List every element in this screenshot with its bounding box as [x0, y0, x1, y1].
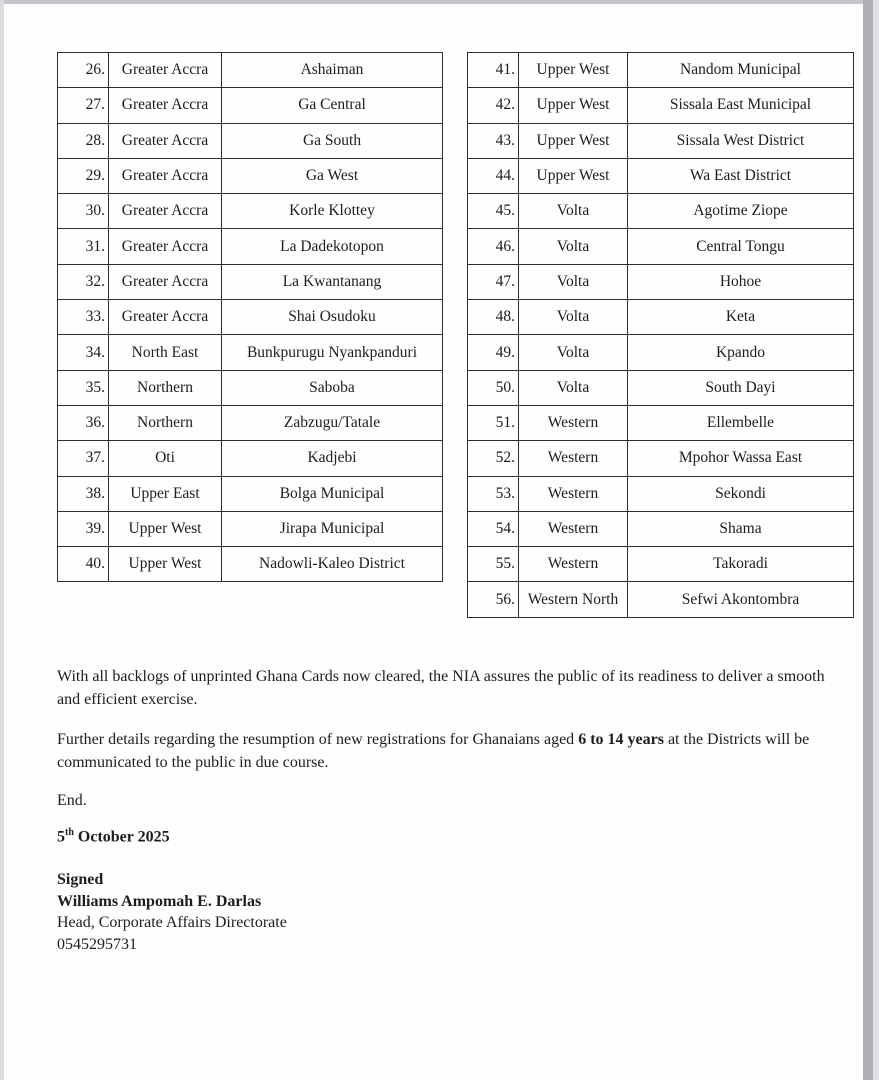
table-row — [468, 194, 854, 229]
district-cell: South Dayi — [628, 370, 854, 405]
table-row — [58, 370, 443, 405]
region-cell: Northern — [109, 405, 222, 440]
region-cell: Western — [519, 441, 628, 476]
district-cell: Zabzugu/Tatale — [222, 405, 443, 440]
table-row — [468, 88, 854, 123]
row-number-cell: 33. — [58, 300, 109, 335]
district-cell: Central Tongu — [628, 229, 854, 264]
table-row — [58, 123, 443, 158]
row-number-cell: 32. — [58, 264, 109, 299]
region-cell: Volta — [519, 370, 628, 405]
district-cell: Agotime Ziope — [628, 194, 854, 229]
district-cell: Takoradi — [628, 547, 854, 582]
table-row — [58, 300, 443, 335]
district-cell: Saboba — [222, 370, 443, 405]
district-cell: Nandom Municipal — [628, 53, 854, 88]
row-number-cell: 41. — [468, 53, 519, 88]
date-ordinal: th — [65, 827, 74, 838]
row-number-cell: 51. — [468, 405, 519, 440]
row-number-cell: 45. — [468, 194, 519, 229]
table-row — [468, 476, 854, 511]
row-number-cell: 42. — [468, 88, 519, 123]
table-row — [468, 123, 854, 158]
region-cell: Western — [519, 476, 628, 511]
region-cell: Greater Accra — [109, 194, 222, 229]
district-cell: Sissala West District — [628, 123, 854, 158]
table-row — [58, 441, 443, 476]
signed-label: Signed — [57, 871, 104, 888]
region-cell: Volta — [519, 194, 628, 229]
district-cell: Ga South — [222, 123, 443, 158]
district-cell: Bunkpurugu Nyankpanduri — [222, 335, 443, 370]
table-row — [58, 335, 443, 370]
region-cell: Greater Accra — [109, 229, 222, 264]
district-cell: Jirapa Municipal — [222, 511, 443, 546]
region-cell: Greater Accra — [109, 53, 222, 88]
district-cell: Sissala East Municipal — [628, 88, 854, 123]
row-number-cell: 52. — [468, 441, 519, 476]
region-cell: Western — [519, 511, 628, 546]
row-number-cell: 44. — [468, 158, 519, 193]
paragraph-cleared-backlogs: With all backlogs of unprinted Ghana Cards now cleared, the NIA assures the public of its readiness to deliver a smooth and efficient exercise. — [57, 668, 825, 708]
region-cell: Volta — [519, 229, 628, 264]
end-text: End. — [57, 792, 87, 809]
district-cell: Ashaiman — [222, 53, 443, 88]
region-cell: Upper West — [109, 511, 222, 546]
district-cell: Nadowli-Kaleo District — [222, 547, 443, 582]
region-cell: Greater Accra — [109, 123, 222, 158]
row-number-cell: 50. — [468, 370, 519, 405]
table-row — [58, 194, 443, 229]
district-cell: Korle Klottey — [222, 194, 443, 229]
region-cell: Greater Accra — [109, 158, 222, 193]
region-cell: Upper West — [519, 88, 628, 123]
row-number-cell: 30. — [58, 194, 109, 229]
table-row — [468, 582, 854, 617]
region-cell: North East — [109, 335, 222, 370]
row-number-cell: 29. — [58, 158, 109, 193]
date-line — [57, 826, 825, 849]
age-range-bold: 6 to 14 years — [578, 731, 664, 748]
region-cell: Upper West — [519, 158, 628, 193]
row-number-cell: 36. — [58, 405, 109, 440]
region-cell: Upper East — [109, 476, 222, 511]
district-cell: Sekondi — [628, 476, 854, 511]
region-cell: Western — [519, 405, 628, 440]
signatory-name: Williams Ampomah E. Darlas — [57, 892, 262, 910]
regions-table-right — [467, 52, 854, 618]
paragraph-further-details-suffix: at the Districts will be communicated to the public in due course. — [57, 731, 810, 771]
right-edge-strip — [863, 0, 873, 1080]
table-row — [58, 264, 443, 299]
region-cell: Volta — [519, 300, 628, 335]
table-row — [468, 229, 854, 264]
row-number-cell: 48. — [468, 300, 519, 335]
row-number-cell: 53. — [468, 476, 519, 511]
table-row — [58, 405, 443, 440]
paragraph-further-details — [57, 729, 825, 774]
row-number-cell: 46. — [468, 229, 519, 264]
paragraph-further-details-prefix: Further details regarding the resumption of new registrations for Ghanaians aged — [57, 731, 575, 748]
date-day: 5 — [57, 828, 65, 846]
district-cell: Ellembelle — [628, 405, 854, 440]
district-cell: Kadjebi — [222, 441, 443, 476]
row-number-cell: 43. — [468, 123, 519, 158]
right-edge-strip-outer — [873, 0, 879, 1080]
table-row — [468, 158, 854, 193]
row-number-cell: 49. — [468, 335, 519, 370]
table-row — [468, 300, 854, 335]
district-cell: Keta — [628, 300, 854, 335]
row-number-cell: 37. — [58, 441, 109, 476]
left-edge-strip — [0, 0, 4, 1080]
region-cell: Greater Accra — [109, 264, 222, 299]
row-number-cell: 47. — [468, 264, 519, 299]
district-cell: Kpando — [628, 335, 854, 370]
row-number-cell: 56. — [468, 582, 519, 617]
table-row — [468, 370, 854, 405]
table-row — [468, 405, 854, 440]
table-row — [58, 476, 443, 511]
table-row — [58, 229, 443, 264]
table-row — [468, 511, 854, 546]
region-cell: Greater Accra — [109, 88, 222, 123]
signatory-title: Head, Corporate Affairs Directorate — [57, 914, 287, 931]
district-cell: Shai Osudoku — [222, 300, 443, 335]
district-cell: Bolga Municipal — [222, 476, 443, 511]
row-number-cell: 55. — [468, 547, 519, 582]
table-row — [468, 547, 854, 582]
table-row — [58, 511, 443, 546]
district-cell: Ga West — [222, 158, 443, 193]
region-cell: Volta — [519, 335, 628, 370]
row-number-cell: 27. — [58, 88, 109, 123]
table-row — [468, 335, 854, 370]
table-row — [468, 264, 854, 299]
row-number-cell: 39. — [58, 511, 109, 546]
table-row — [58, 158, 443, 193]
district-cell: Sefwi Akontombra — [628, 582, 854, 617]
district-cell: La Dadekotopon — [222, 229, 443, 264]
district-cell: Wa East District — [628, 158, 854, 193]
row-number-cell: 34. — [58, 335, 109, 370]
regions-table-left — [57, 52, 443, 582]
row-number-cell: 31. — [58, 229, 109, 264]
date-rest: October 2025 — [77, 828, 170, 846]
region-cell: Upper West — [519, 53, 628, 88]
region-cell: Oti — [109, 441, 222, 476]
district-cell: Ga Central — [222, 88, 443, 123]
table-row — [468, 441, 854, 476]
region-cell: Upper West — [519, 123, 628, 158]
region-cell: Western — [519, 547, 628, 582]
row-number-cell: 40. — [58, 547, 109, 582]
top-edge-bar — [0, 0, 879, 4]
row-number-cell: 35. — [58, 370, 109, 405]
region-cell: Volta — [519, 264, 628, 299]
region-cell: Upper West — [109, 547, 222, 582]
row-number-cell: 26. — [58, 53, 109, 88]
table-row — [58, 53, 443, 88]
district-cell: La Kwantanang — [222, 264, 443, 299]
table-row — [58, 88, 443, 123]
table-row — [58, 547, 443, 582]
signature-block — [57, 869, 825, 955]
region-cell: Greater Accra — [109, 300, 222, 335]
row-number-cell: 28. — [58, 123, 109, 158]
region-cell: Northern — [109, 370, 222, 405]
district-cell: Shama — [628, 511, 854, 546]
row-number-cell: 54. — [468, 511, 519, 546]
district-cell: Mpohor Wassa East — [628, 441, 854, 476]
table-row — [468, 53, 854, 88]
district-cell: Hohoe — [628, 264, 854, 299]
signatory-phone: 0545295731 — [57, 935, 137, 953]
row-number-cell: 38. — [58, 476, 109, 511]
region-cell: Western North — [519, 582, 628, 617]
